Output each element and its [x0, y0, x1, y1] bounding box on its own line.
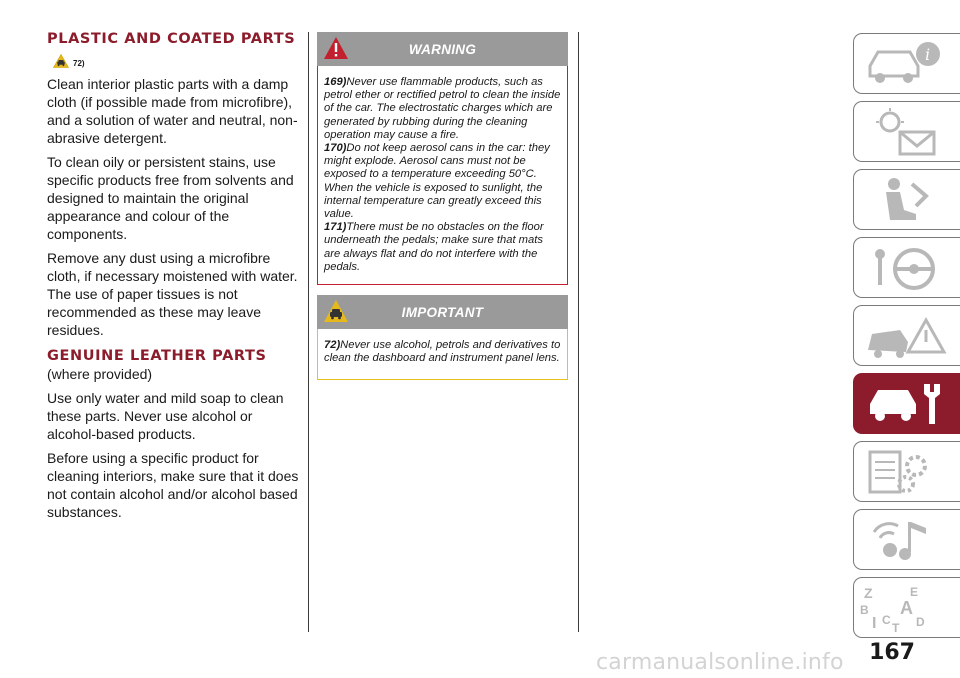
paragraph: Before using a specific product for cleaning interiors, make sure that it does not contain alcohol and/or alcohol based substances.	[47, 450, 299, 520]
important-header	[317, 295, 568, 329]
column-divider	[308, 32, 309, 632]
note-reference-number: 72)	[73, 59, 85, 68]
note-text: Never use alcohol, petrols and derivatives to clean the dashboard and instrument panel lens.	[324, 339, 561, 365]
svg-text:Z: Z	[864, 585, 873, 601]
key-steering-wheel-icon	[860, 242, 956, 294]
svg-text:B: B	[860, 603, 869, 617]
warning-triangle-icon	[323, 36, 349, 60]
svg-text:C: C	[882, 613, 891, 627]
paragraph: Remove any dust using a microfibre cloth, if necessary moistened with water. The use of paper tissues is not recommended as these may leave residues.	[47, 250, 298, 338]
alphabet-index-icon	[860, 582, 956, 634]
svg-text:i: i	[925, 45, 931, 64]
note-number: 72)	[324, 339, 341, 352]
tab-knowing-car[interactable]	[853, 33, 960, 94]
section-title-plastic: PLASTIC AND COATED PARTS	[47, 31, 296, 47]
tab-multimedia[interactable]	[853, 509, 960, 570]
seat-airbag-icon	[860, 174, 956, 226]
chapter-tabs	[853, 33, 960, 645]
warning-note	[324, 221, 561, 274]
tab-maintenance-care[interactable]	[853, 373, 960, 434]
important-title: IMPORTANT	[401, 304, 484, 320]
caution-car-icon	[323, 299, 349, 323]
tab-technical-data[interactable]	[853, 441, 960, 502]
page-number: 167	[869, 640, 915, 665]
left-column	[47, 32, 299, 527]
caution-car-icon	[53, 54, 69, 68]
note-number: 169)	[324, 76, 347, 88]
paragraph: To clean oily or persistent stains, use specific products free from solvents and designed to maintain the original appearance and colour of the components.	[47, 154, 294, 242]
warning-title: WARNING	[408, 41, 477, 57]
important-note	[324, 339, 561, 365]
list-gears-icon	[860, 446, 956, 498]
middle-column	[317, 32, 568, 380]
tab-starting-driving[interactable]	[853, 237, 960, 298]
tab-safety[interactable]	[853, 169, 960, 230]
warning-note	[324, 142, 561, 221]
note-text: There must be no obstacles on the floor underneath the pedals; make sure that mats are always flat and do not interfere with the pedals.	[324, 221, 544, 273]
tab-index[interactable]	[853, 577, 960, 638]
section-subtitle: (where provided)	[47, 366, 153, 382]
note-number: 171)	[324, 221, 347, 234]
note-reference	[53, 54, 299, 68]
car-accident-warning-icon	[860, 310, 956, 362]
tab-dashboard[interactable]	[853, 101, 960, 162]
warning-header	[317, 32, 568, 66]
paragraph: Clean interior plastic parts with a damp cloth (if possible made from microfibre), and a solution of water and neutral, non-abrasive detergent.	[47, 76, 298, 146]
note-number: 170)	[324, 142, 347, 155]
multimedia-note-icon	[860, 514, 956, 566]
important-box	[317, 329, 568, 380]
paragraph: Use only water and mild soap to clean these parts. Never use alcohol or alcohol-based products.	[47, 390, 284, 442]
note-text: Do not keep aerosol cans in the car: they might explode. Aerosol cans must not be exposed to a temperature exceeding 50°C. When the vehicle is exposed to sunlight, the internal temperature can greatly exceed this value.	[324, 142, 550, 221]
tab-emergency[interactable]	[853, 305, 960, 366]
warning-light-envelope-icon	[860, 106, 956, 158]
car-info-icon	[860, 38, 956, 90]
car-wrench-icon	[860, 378, 956, 430]
note-text: Never use flammable products, such as petrol ether or rectified petrol to clean the inside of the car. The electrostatic charges which are generated by rubbing during the cleaning operation may cause a fire.	[324, 76, 561, 141]
warning-box	[317, 66, 568, 285]
svg-text:T: T	[892, 621, 900, 634]
column-divider	[578, 32, 579, 632]
svg-text:D: D	[916, 615, 925, 629]
watermark: carmanualsonline.info	[596, 650, 844, 675]
svg-text:A: A	[900, 598, 913, 618]
section-title-leather: GENUINE LEATHER PARTS	[47, 348, 267, 364]
warning-note	[324, 76, 561, 142]
svg-text:E: E	[910, 585, 919, 599]
svg-text:I: I	[872, 615, 877, 632]
